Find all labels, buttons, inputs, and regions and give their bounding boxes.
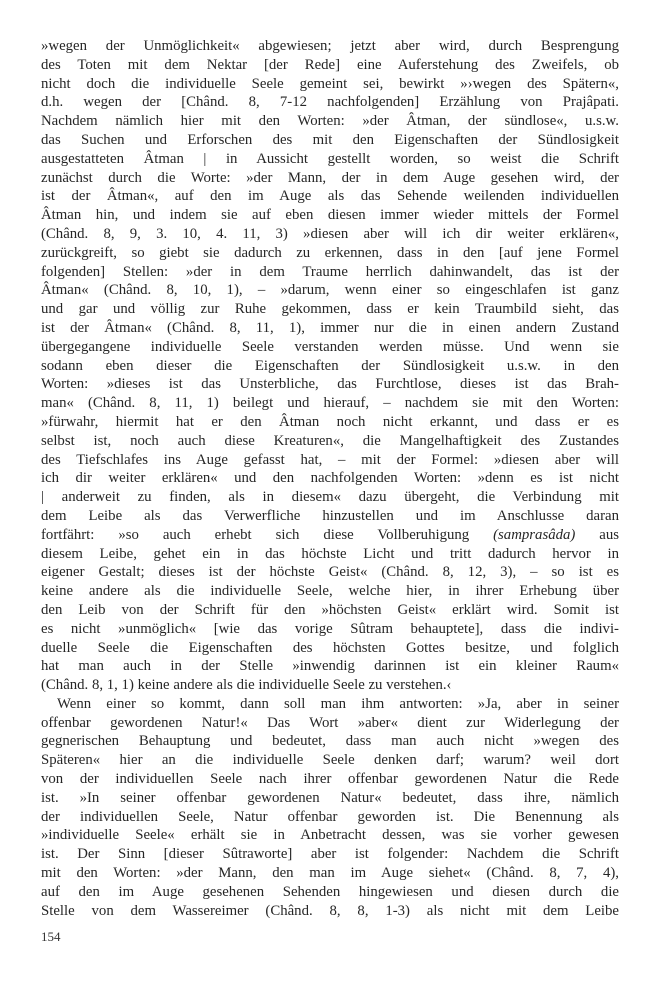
text-line bbox=[41, 131, 619, 150]
text-line bbox=[41, 545, 619, 564]
text-line bbox=[41, 93, 619, 112]
text-line bbox=[41, 582, 619, 601]
text-line bbox=[41, 169, 619, 188]
text-segment: folgenden] Stellen: »der in dem Traume herrlich dahinwandelt, das ist der bbox=[41, 263, 619, 280]
text-segment: ist der Âtman«, auf den im Auge als das Sehende weilenden individuellen bbox=[41, 188, 619, 205]
text-segment: es nicht »unmöglich« [wie das vorige Sûtram behauptete], dass die indivi- bbox=[41, 620, 619, 637]
text-line bbox=[41, 826, 619, 845]
text-line bbox=[41, 225, 619, 244]
text-segment: ist. »In seiner offenbar gewordenen Natur« bedeutet, dass ihre, nämlich bbox=[41, 789, 619, 806]
text-line bbox=[41, 695, 619, 714]
paragraph bbox=[41, 37, 619, 695]
text-line bbox=[41, 526, 619, 545]
text-line bbox=[41, 507, 619, 526]
text-segment: auf den im Auge gesehenen Sehenden hingewiesen und diesen durch die bbox=[41, 883, 619, 900]
text-segment: dem Leibe als das Verwerfliche hinzustellen und im Anschlusse daran bbox=[41, 507, 619, 524]
text-line bbox=[41, 469, 619, 488]
text-line bbox=[41, 845, 619, 864]
text-segment: Späteren« hier an die individuelle Seele denken darf; warum? weil dort bbox=[41, 752, 619, 769]
text-segment: zunächst durch die Worte: »der Mann, der in dem Auge gesehen wird, der bbox=[41, 169, 619, 186]
text-line bbox=[41, 808, 619, 827]
text-segment: (Chând. 8, 9, 3. 10, 4. 11, 3) »diesen aber will ich dir weiter erklären«, bbox=[41, 225, 619, 242]
text-segment: Worten: »dieses ist das Unsterbliche, das Furchtlose, dieses ist das Brah- bbox=[41, 376, 619, 393]
text-line bbox=[41, 394, 619, 413]
text-segment: nicht doch die individuelle Seele gemeint sei, bewirkt »›wegen des Spätern«, bbox=[41, 75, 619, 92]
text-line bbox=[41, 338, 619, 357]
text-segment: Wenn einer so kommt, dann soll man ihm antworten: »Ja, aber in seiner bbox=[57, 695, 619, 712]
text-segment: von der individuellen Seele nach ihrer offenbar gewordenen Natur die Rede bbox=[41, 771, 619, 788]
text-segment: (Chând. 8, 1, 1) keine andere als die individuelle Seele zu verstehen.‹ bbox=[41, 677, 452, 694]
text-line bbox=[41, 187, 619, 206]
text-line bbox=[41, 714, 619, 733]
text-segment: diesem Leibe, gehet ein in das höchste Licht und tritt dadurch hervor in bbox=[41, 545, 619, 562]
text-segment: »wegen der Unmöglichkeit« abgewiesen; jetzt aber wird, durch Besprengung bbox=[41, 38, 619, 54]
text-segment: »fürwahr, hiermit hat er den Âtman noch nicht erkannt, und dass er es bbox=[41, 413, 619, 430]
text-segment: eigener Gestalt; dieses ist der höchste Geist« (Chând. 8, 12, 3), – so ist es bbox=[41, 564, 619, 581]
text-line bbox=[41, 56, 619, 75]
text-block bbox=[41, 37, 619, 920]
text-segment: des Tiefschlafes ins Auge gefasst hat, – mit der Formel: »diesen aber will bbox=[41, 451, 619, 468]
text-segment: ist der Âtman« (Chând. 8, 11, 1), immer nur die in einen andern Zustand bbox=[41, 319, 619, 336]
text-line bbox=[41, 375, 619, 394]
text-line bbox=[41, 620, 619, 639]
text-segment: selbst ist, noch auch diese Kreaturen«, die Mangelhaftigkeit des Zustandes bbox=[41, 432, 619, 449]
paragraph bbox=[41, 695, 619, 921]
text-segment: ist. Der Sinn [dieser Sûtraworte] aber ist folgender: Nachdem die Schrift bbox=[41, 846, 619, 863]
text-line bbox=[41, 883, 619, 902]
text-line bbox=[41, 902, 619, 921]
text-segment: d.h. wegen der [Chând. 8, 7-12 nachfolgenden] Erzählung von Prajâpati. bbox=[41, 94, 619, 111]
text-segment: duelle Seele die Eigenschaften des höchsten Gottes besitze, und folglich bbox=[41, 639, 619, 656]
text-line bbox=[41, 864, 619, 883]
text-line bbox=[41, 150, 619, 169]
text-segment: zurückgreift, so giebt sie dadurch zu erkennen, dass in den [auf jene Formel bbox=[41, 244, 619, 261]
text-line bbox=[41, 676, 619, 695]
text-line bbox=[41, 206, 619, 225]
text-segment: | anderweit zu finden, als in diesem« dazu übergeht, die Verbindung mit bbox=[41, 489, 619, 506]
text-line bbox=[41, 263, 619, 282]
text-line bbox=[41, 488, 619, 507]
text-segment: das Suchen und Erforschen des mit den Eigenschaften der Sündlosigkeit bbox=[41, 131, 619, 148]
text-line bbox=[41, 281, 619, 300]
text-line bbox=[41, 451, 619, 470]
text-segment: ausgestatteten Âtman | in Aussicht gestellt worden, so weist die Schrift bbox=[41, 150, 619, 167]
text-segment: man« (Chând. 8, 11, 1) beilegt und hierauf, – nachdem sie mit den Worten: bbox=[41, 395, 619, 412]
page-number: 154 bbox=[41, 929, 61, 944]
text-line bbox=[41, 657, 619, 676]
text-segment: übergegangene individuelle Seele verstanden werden müsse. Und wenn sie bbox=[41, 338, 619, 355]
text-line bbox=[41, 432, 619, 451]
text-segment: Âtman« (Chând. 8, 10, 1), – »darum, wenn einer so eingeschlafen ist ganz bbox=[41, 282, 619, 299]
text-segment: den Leib von der Schrift für den »höchsten Geist« erklärt wird. Somit ist bbox=[41, 601, 619, 618]
text-line bbox=[41, 770, 619, 789]
text-segment: »individuelle Seele« erhält sie in Anbetracht dessen, was sie vorher gewesen bbox=[41, 827, 619, 844]
text-line bbox=[41, 244, 619, 263]
italic-term: (samprasâda) bbox=[493, 526, 576, 543]
text-line bbox=[41, 112, 619, 131]
text-line bbox=[41, 732, 619, 751]
text-line bbox=[41, 563, 619, 582]
text-segment: gegnerischen Behauptung und bedeutet, dass man auch nicht »wegen des bbox=[41, 733, 619, 750]
text-line bbox=[41, 319, 619, 338]
text-segment: Nachdem nämlich hier mit den Worten: »der Âtman, der sündlose«, u.s.w. bbox=[41, 113, 619, 130]
text-line bbox=[41, 37, 619, 56]
text-segment: keine andere als die individuelle Seele, welche hier, in ihrer Erhebung über bbox=[41, 583, 619, 600]
text-segment: offenbar gewordenen Natur!« Das Wort »aber« dient zur Widerlegung der bbox=[41, 714, 619, 731]
text-segment: aus bbox=[575, 526, 619, 543]
text-segment: fortfährt: »so auch erhebt sich diese Vollberuhigung bbox=[41, 526, 494, 543]
text-line bbox=[41, 357, 619, 376]
text-segment: der individuellen Seele, Natur offenbar geworden ist. Die Benennung als bbox=[41, 808, 619, 825]
text-line bbox=[41, 75, 619, 94]
text-segment: Âtman hin, und indem sie auf eben diesen immer wieder mittels der Formel bbox=[41, 207, 619, 224]
text-segment: mit den Worten: »der Mann, den man im Auge siehet« (Chând. 8, 7, 4), bbox=[41, 865, 619, 882]
text-segment: ich dir weiter erklären« und den nachfolgenden Worten: »denn es ist nicht bbox=[41, 470, 619, 487]
text-line bbox=[41, 300, 619, 319]
text-segment: und gar und völlig zur Ruhe gekommen, dass er kein Traumbild sieht, das bbox=[41, 301, 619, 318]
text-segment: sodann eben dieser die Eigenschaften der Sündlosigkeit u.s.w. in den bbox=[41, 357, 619, 374]
text-line bbox=[41, 789, 619, 808]
text-segment: Stelle von dem Wassereimer (Chând. 8, 8, 1-3) als nicht mit dem Leibe bbox=[41, 902, 619, 919]
text-line bbox=[41, 601, 619, 620]
text-segment: des Toten mit dem Nektar [der Rede] eine Auferstehung des Zweifels, ob bbox=[41, 56, 619, 73]
text-line bbox=[41, 413, 619, 432]
text-line bbox=[41, 639, 619, 658]
text-segment: hat man auch in der Stelle »inwendig darinnen ist ein kleiner Raum« bbox=[41, 658, 619, 675]
text-line bbox=[41, 751, 619, 770]
